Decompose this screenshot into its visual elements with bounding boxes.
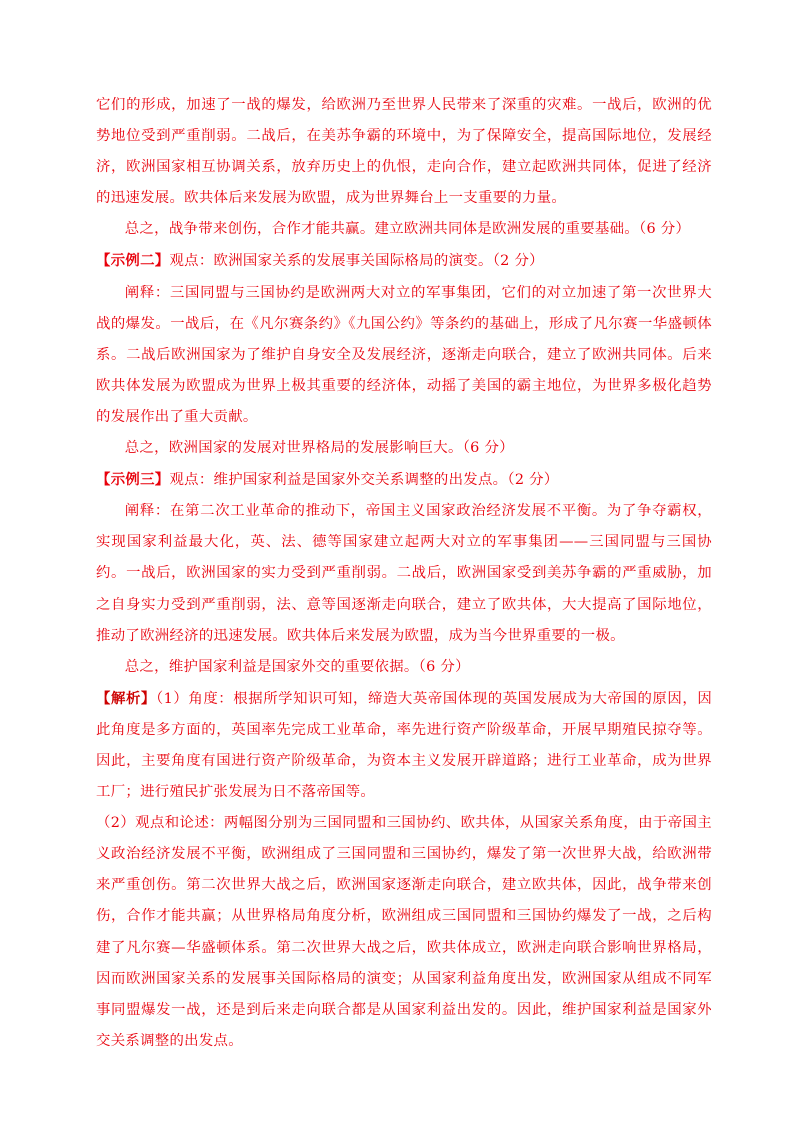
example2-summary: 总之，欧洲国家的发展对世界格局的发展影响巨大。（6 分） (124, 440, 514, 457)
example2-heading (96, 245, 712, 277)
example3-view: 观点：维护国家利益是国家外交关系调整的出发点。（2 分） (169, 472, 559, 489)
intro-paragraph: 它们的形成，加速了一战的爆发，给欧洲乃至世界人民带来了深重的灾难。一战后，欧洲的优势地位受到严重削弱。二战后，在美苏争霸的环境中，为了保障安全，提高国际地位，发展经济，欧洲国家相互协调关系，放弃历史上的仇恨，走向合作，建立起欧洲共同体，促进了经济的迅速发展。欧共体后来发展为欧盟，成为世界舞台上一支重要的力量。 (96, 97, 712, 207)
analysis-part1-paragraph (96, 683, 712, 808)
analysis-tag: 【解析】 (96, 689, 156, 707)
example2-view: 观点：欧洲国家关系的发展事关国际格局的演变。（2 分） (169, 253, 544, 270)
analysis-part1: （1）角度：根据所学知识可知，缔造大英帝国体现的英国发展成为大帝国的原因，因此角度是多方面的，英国率先完成工业革命，率先进行资产阶级革命，开展早期殖民掠夺等。因此，主要角度有国进行资产阶级革命，为资本主义发展开辟道路；进行工业革命，成为世界工厂；进行殖民扩张发展为日不落帝国等。 (96, 690, 713, 801)
example2-body: 阐释：三国同盟与三国协约是欧洲两大对立的军事集团，它们的对立加速了第一次世界大战的爆发。一战后，在《凡尔赛条约》《九国公约》等条约的基础上，形成了凡尔赛一华盛顿体系。二战后欧洲国家为了维护自身安全及发展经济，逐渐走向联合，建立了欧洲共同体。后来欧共体发展为欧盟成为世界上极其重要的经济体，动摇了美国的霸主地位，为世界多极化趋势的发展作出了重大贡献。 (96, 284, 712, 425)
example2-tag: 【示例二】 (96, 252, 170, 270)
example3-body: 阐释：在第二次工业革命的推动下，帝国主义国家政治经济发展不平衡。为了争夺霸权，实现国家利益最大化，英、法、德等国家建立起两大对立的军事集团——三国同盟与三国协约。一战后，欧洲国家的实力受到严重削弱。二战后，欧洲国家受到美苏争霸的严重威胁，加之自身实力受到严重削弱，法、意等国逐渐走向联合，建立了欧共体，大大提高了国际地位，推动了欧洲经济的迅速发展。欧共体后来发展为欧盟，成为当今世界重要的一极。 (96, 503, 712, 644)
document-page (96, 90, 712, 1057)
example3-heading (96, 464, 712, 496)
analysis-part2: （2）观点和论述：两幅图分别为三国同盟和三国协约、欧共体，从国家关系角度，由于帝国主义政治经济发展不平衡，欧洲组成了三国同盟和三国协约，爆发了第一次世界大战，给欧洲带来严重创伤。第二次世界大战之后，欧洲国家逐渐走向联合，建立欧共体，因此，战争带来创伤，合作才能共赢；从世界格局角度分析，欧洲组成三国同盟和三国协约爆发了一战，之后构建了凡尔赛—华盛顿体系。第二次世界大战之后，欧共体成立，欧洲走向联合影响世界格局，因而欧洲国家关系的发展事关国际格局的演变；从国家利益角度出发，欧洲国家从组成不同军事同盟爆发一战，还是到后来走向联合都是从国家利益出发的。因此，维护国家利益是国家外交关系调整的出发点。 (96, 815, 712, 1049)
example3-summary: 总之，维护国家利益是国家外交的重要依据。（6 分） (124, 658, 470, 675)
intro-summary: 总之，战争带来创伤，合作才能共赢。建立欧洲共同体是欧洲发展的重要基础。（6 分） (124, 221, 691, 238)
example3-tag: 【示例三】 (96, 471, 170, 489)
